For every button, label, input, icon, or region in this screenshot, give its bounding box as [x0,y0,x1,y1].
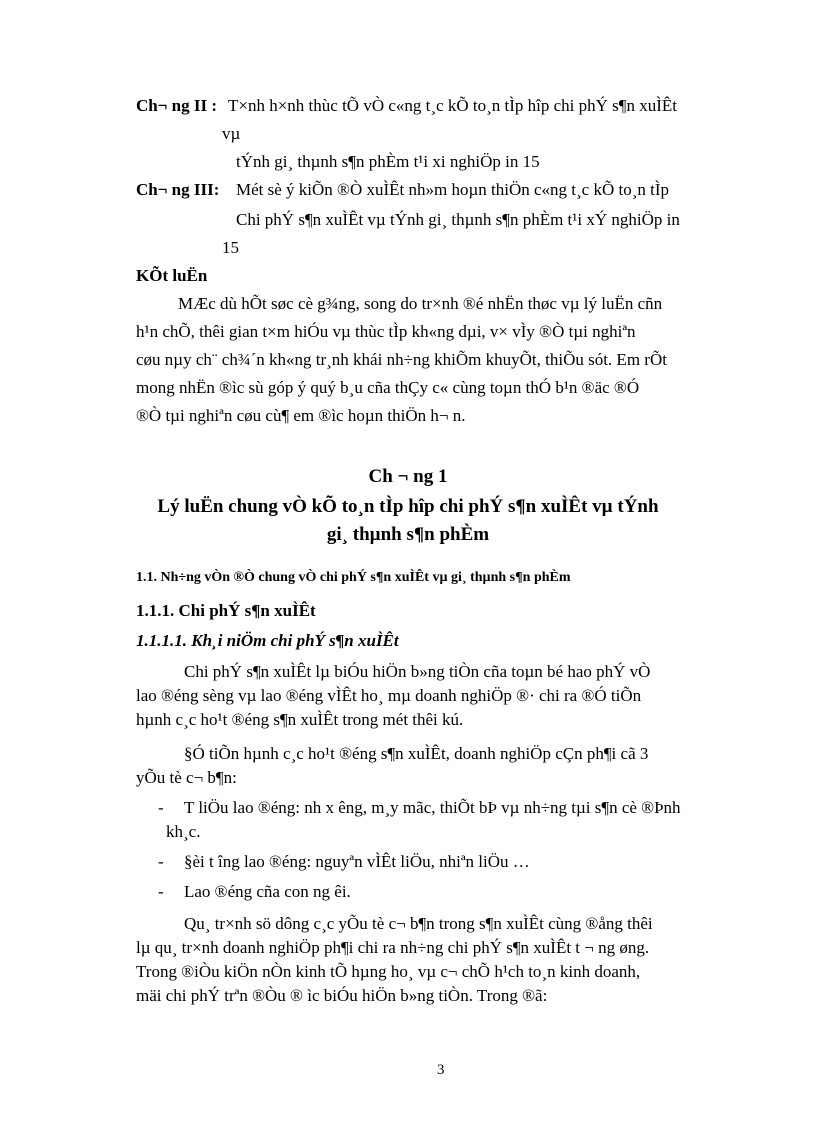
bullet-2-line-1: §èi t îng lao ®éng: nguyªn vÌÊt liÖu, nhiªn liÖu … [184,852,530,871]
paragraph-3-line-1: Qu¸ tr×nh sö dông c¸c yÕu tè c¬ b¶n trong s¶n xuÌÊt cùng ®ång thêi [184,914,653,933]
toc-chapter-2-title-line1: T×nh h×nh thùc tÕ vÒ c«ng t¸c kÕ to¸n tÌp hîp chi phÝ s¶n xuÌÊt [228,96,677,115]
bullet-dash-2: - [158,852,164,871]
section-1-1-1-heading: 1.1.1. Chi phÝ s¶n xuÌÊt [136,601,316,620]
toc-chapter-2-label: Ch¬ ng II : [136,96,218,115]
paragraph-1-line-3: hµnh c¸c ho¹t ®éng s¶n xuÌÊt trong mét thêi kú. [136,710,464,729]
toc-chapter-2-title-line1b: vµ [222,124,241,143]
bullet-3-line-1: Lao ®éng cña con ng êi. [184,882,351,901]
section-1-1-1-1-heading: 1.1.1.1. Kh¸i niÖm chi phÝ s¶n xuÌÊt [136,631,399,650]
conclusion-line-1: MÆc dù hÕt søc cè g¾ng, song do tr×nh ®é nhËn thøc vµ lý luËn cñn [178,294,663,313]
paragraph-3-line-4: mäi chi phÝ trªn ®Òu ® ìc biÓu hiÖn b»ng tiÒn. Trong ®ã: [136,986,548,1005]
chapter-subtitle-line2: gi¸ thµnh s¶n phÈm [326,524,490,545]
toc-chapter-3-title-line3: 15 [222,238,239,257]
conclusion-line-3: cøu nµy ch¨ ch¾´n kh«ng tr¸nh khái nh÷ng khiÕm khuyÕt, thiÕu sót. Em rÕt [136,350,667,369]
paragraph-3-line-3: Trong ®iÒu kiÖn nÒn kinh tÕ hµng ho¸ vµ c¬ chÕ h¹ch to¸n kinh doanh, [136,962,641,981]
paragraph-1-line-1: Chi phÝ s¶n xuÌÊt lµ biÓu hiÖn b»ng tiÒn cña toµn bé hao phÝ vÒ [184,662,651,681]
conclusion-line-2: h¹n chÕ, thêi gian t×m hiÓu vµ thùc tÌp kh«ng dµi, v× vÌy ®Ò tµi nghiªn [136,322,636,341]
chapter-subtitle-line1: Lý luËn chung vÒ kÕ to¸n tÌp hîp chi phÝ s¶n xuÌÊt vµ tÝnh [157,496,659,517]
toc-chapter-3-title-line2: Chi phÝ s¶n xuÌÊt vµ tÝnh gi¸ thµnh s¶n phÈm t¹i xÝ nghiÖp in [236,210,680,229]
bullet-1-line-1: T liÖu lao ®éng: nh x êng, m¸y mãc, thiÕt bÞ vµ nh÷ng tµi s¶n cè ®Þnh [184,798,681,817]
toc-chapter-2-title-line2: tÝnh gi¸ thµnh s¶n phÈm t¹i xi nghiÖp in 15 [236,152,540,171]
conclusion-line-4: mong nhËn ®ìc sù góp ý quý b¸u cña thÇy c« cùng toµn thÓ b¹n ®äc ®Ó [136,378,640,397]
paragraph-2-line-1: §Ó tiÕn hµnh c¸c ho¹t ®éng s¶n xuÌÊt, doanh nghiÖp cÇn ph¶i cã 3 [184,744,649,763]
paragraph-2-line-2: yÕu tè c¬ b¶n: [136,768,237,787]
bullet-dash-1: - [158,798,164,817]
chapter-title: Ch ¬ ng 1 [368,466,448,487]
toc-chapter-3-title-line1: Mét sè ý kiÕn ®Ò xuÌÊt nh»m hoµn thiÖn c«ng t¸c kÕ to¸n tÌp [236,180,670,199]
page-number: 3 [437,1062,445,1078]
conclusion-line-5: ®Ò tµi nghiªn cøu cù¶ em ®ìc hoµn thiÖn h¬ n. [136,406,466,425]
bullet-1-line-2: kh¸c. [166,822,201,841]
paragraph-3-line-2: lµ qu¸ tr×nh doanh nghiÖp ph¶i chi ra nh÷ng chi phÝ s¶n xuÌÊt t ¬ ng øng. [136,938,650,957]
toc-chapter-3-label: Ch¬ ng III: [136,180,220,199]
paragraph-1-line-2: lao ®éng sèng vµ lao ®éng vÌÊt ho¸ mµ doanh nghiÖp ®· chi ra ®Ó tiÕn [136,686,642,705]
conclusion-heading: KÕt luËn [136,266,208,285]
section-1-1-heading: 1.1. Nh÷ng vÒn ®Ò chung vÒ chi phÝ s¶n xuÌÊt vµ gi¸ thµnh s¶n phÈm [136,570,571,585]
bullet-dash-3: - [158,882,164,901]
